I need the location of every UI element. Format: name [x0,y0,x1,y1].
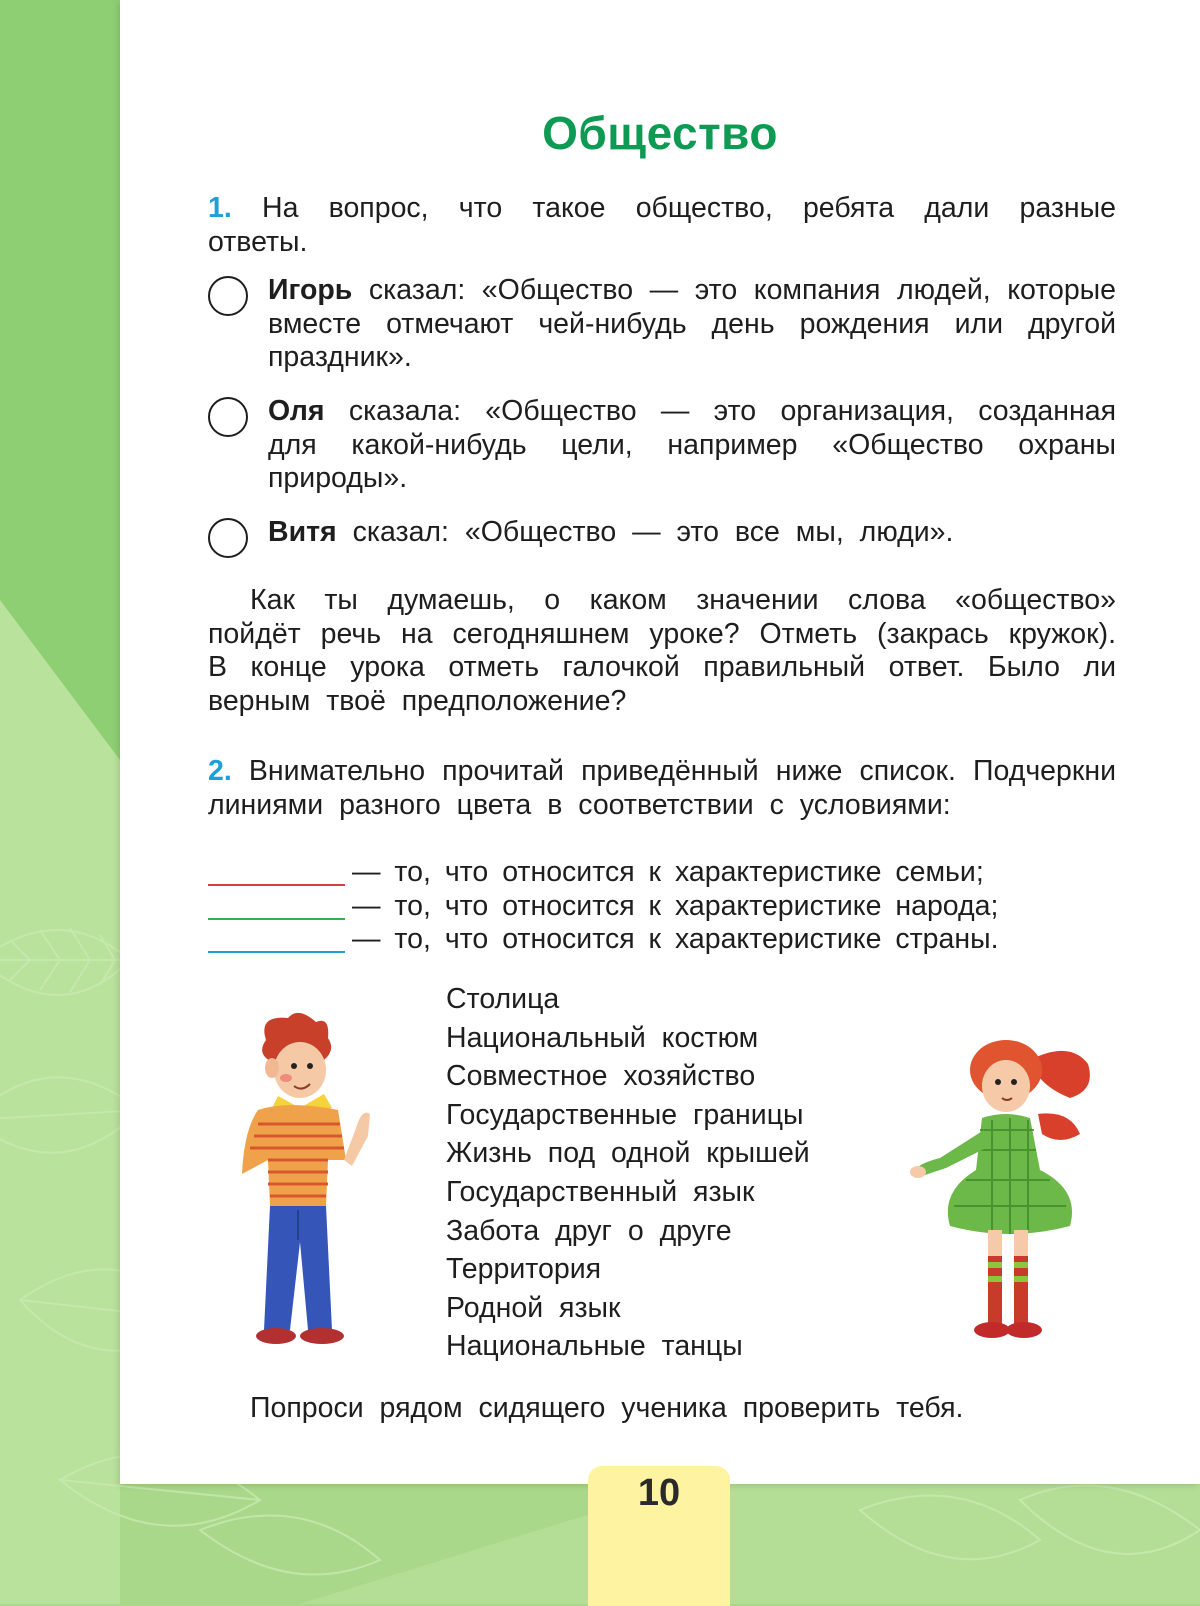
task2-number: 2. [208,755,232,787]
list-item[interactable]: Столица [446,983,560,1015]
task1-number: 1. [208,192,232,224]
option-igor-name: Игорь [268,274,353,306]
list-item[interactable]: Государственный язык [446,1175,755,1208]
page-number: 10 [637,1472,681,1514]
legend-people: — то, что относится к характеристике народа; [352,890,999,922]
option-vitya-text: сказал: «Общество — это все мы, люди». [352,516,954,548]
option-olya-radio[interactable] [208,397,248,437]
legend-line-country [208,951,345,953]
task1-intro [208,192,1116,259]
list-item[interactable]: Совместное хозяйство [446,1060,756,1093]
option-vitya-radio[interactable] [208,518,248,558]
list-item[interactable]: Жизнь под одной крышей [446,1137,810,1170]
characteristics-list [446,980,810,1366]
list-item[interactable]: Национальные танцы [446,1330,743,1363]
task1-intro-text: На вопрос, что такое общество, ребята дали разные ответы. [208,192,1116,258]
legend-country: — то, что относится к характеристике страны. [352,923,999,955]
list-item[interactable]: Государственные границы [446,1098,804,1131]
legend-family: — то, что относится к характеристике семьи; [352,856,984,888]
girl-illustration [910,1030,1110,1360]
boy-illustration [228,1010,388,1360]
option-olya [268,395,1116,496]
page-title: Общество [542,107,778,159]
footer-instruction: Попроси рядом сидящего ученика проверить тебя. [250,1392,964,1424]
list-item[interactable]: Родной язык [446,1291,621,1324]
option-olya-name: Оля [268,395,325,427]
task2-intro [208,755,1116,822]
option-igor-text: сказал: «Общество — это компания людей, которые вместе отмечают чей-нибудь день рождения или другой праздник». [268,274,1117,373]
list-item[interactable]: Территория [446,1253,602,1286]
list-item[interactable]: Национальный костюм [446,1021,759,1054]
option-igor [268,274,1116,375]
option-vitya [268,516,1116,550]
option-igor-radio[interactable] [208,276,248,316]
task1-question: Как ты думаешь, о каком значении слова «общество» пойдёт речь на сегодняшнем уроке? Отметь (закрась кружок). В конце урока отметь галочкой правильный ответ. Было ли верным твоё предположение? [208,584,1116,717]
legend-line-people [208,918,345,920]
legend-line-family [208,884,345,886]
task2-intro-text: Внимательно прочитай приведённый ниже список. Подчеркни линиями разного цвета в соответствии с условиями: [208,755,1116,821]
option-olya-text: сказала: «Общество — это организация, созданная для какой-нибудь цели, например «Общество охраны природы». [268,395,1117,494]
list-item[interactable]: Забота друг о друге [446,1214,732,1247]
option-vitya-name: Витя [268,516,337,548]
